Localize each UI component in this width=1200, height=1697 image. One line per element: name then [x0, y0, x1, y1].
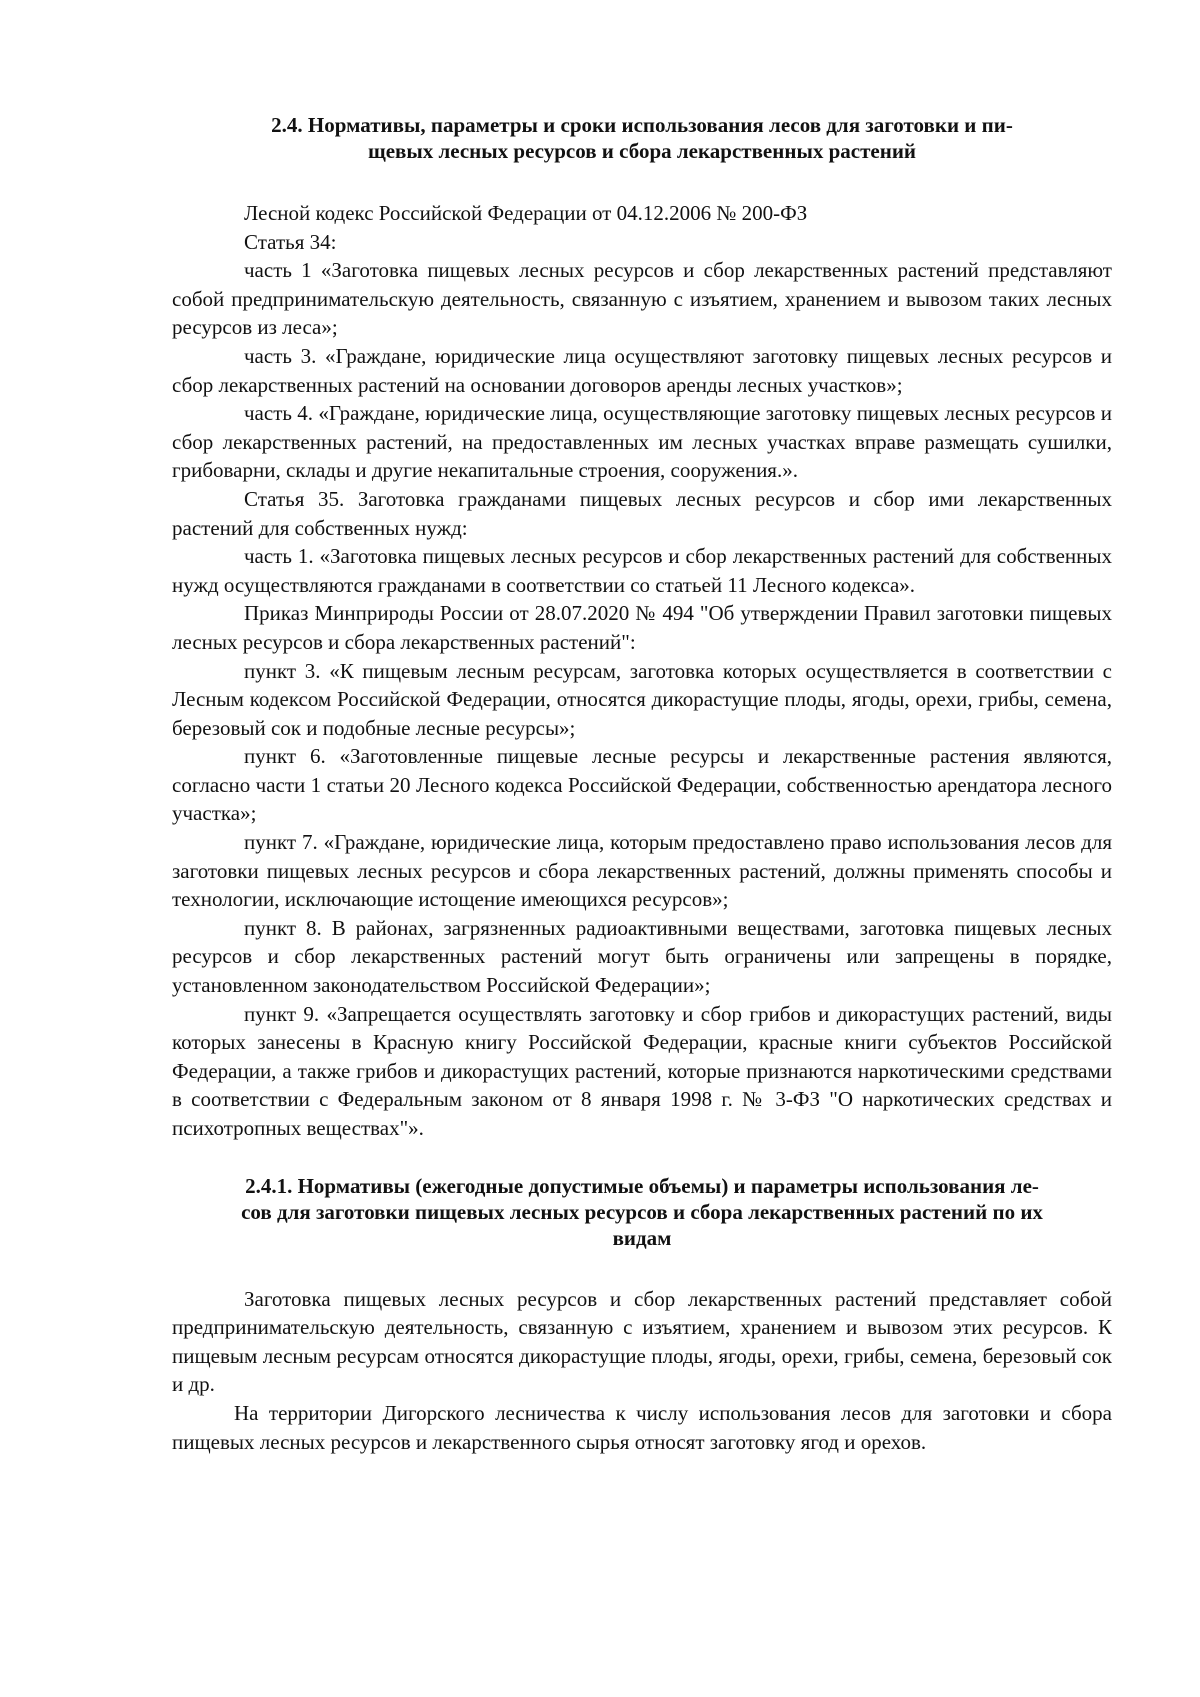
paragraph-order-494: Приказ Минприроды России от 28.07.2020 № 494 "Об утверждении Правил заготовки пищевых лесных ресурсов и сбора лекарственных растений": [172, 601, 1112, 654]
section-2-4-1-heading [172, 1173, 1112, 1251]
section-2-4-1-body [172, 1285, 1112, 1457]
paragraph-point-9: пункт 9. «Запрещается осуществлять заготовку и сбор грибов и дикорастущих растений, виды которых занесены в Красную книгу Российской Федерации, красные книги субъектов Российской Федерации, а также грибов и дикорастущих растений, которые признаются наркотическими средствами в соответствии с Федеральным законом от 8 января 1998 г. № 3-ФЗ "О наркотических средствах и психотропных веществах"». [172, 1001, 1112, 1140]
section-2-4-heading-line1: 2.4. Нормативы, параметры и сроки использования лесов для заготовки и пи- [271, 113, 1013, 137]
paragraph-part-4: часть 4. «Граждане, юридические лица, осуществляющие заготовку пищевых лесных ресурсов и сбор лекарственных растений, на предоставленных им лесных участках вправе размещать сушилки, грибоварни, склады и другие некапитальные строения, сооружения.». [172, 401, 1112, 483]
section-2-4-heading-line2: щевых лесных ресурсов и сбора лекарственных растений [367, 139, 917, 163]
paragraph-point-3: пункт 3. «К пищевым лесным ресурсам, заготовка которых осуществляется в соответствии с Лесным кодексом Российской Федерации, относятся дикорастущие плоды, ягоды, орехи, грибы, семена, березовый сок и подобные лесные ресурсы»; [172, 658, 1112, 740]
section-2-4-1-heading-line1: 2.4.1. Нормативы (ежегодные допустимые объемы) и параметры использования ле- [245, 1173, 1039, 1198]
section-2-4-1-heading-line2: сов для заготовки пищевых лесных ресурсов и сбора лекарственных растений по их [241, 1199, 1043, 1224]
paragraph-point-7: пункт 7. «Граждане, юридические лица, которым предоставлено право использования лесов для заготовки пищевых лесных ресурсов и сбора лекарственных растений, должны применять способы и технологии, исключающие истощение имеющихся ресурсов»; [172, 830, 1112, 912]
paragraph-article-34: Статья 34: [244, 229, 337, 254]
paragraph-harvesting-definition: Заготовка пищевых лесных ресурсов и сбор лекарственных растений представляет собой предпринимательскую деятельность, связанную с изъятием, хранением и вывозом этих ресурсов. К пищевым лесным ресурсам относятся дикорастущие плоды, ягоды, орехи, грибы, семена, березовый сок и др. [172, 1286, 1112, 1397]
section-2-4-body [172, 199, 1112, 1143]
paragraph-part-3: часть 3. «Граждане, юридические лица осуществляют заготовку пищевых лесных ресурсов и сбор лекарственных растений на основании договоров аренды лесных участков»; [172, 343, 1112, 397]
section-2-4-heading [172, 112, 1112, 164]
section-2-4-1-heading-line3: видам [612, 1225, 672, 1250]
paragraph-point-8: пункт 8. В районах, загрязненных радиоактивными веществами, заготовка пищевых лесных ресурсов и сбор лекарственных растений могут быть ограничены или запрещены в порядке, установленном законодательством Российской Федерации»; [172, 915, 1112, 998]
paragraph-article-35-part-1: часть 1. «Заготовка пищевых лесных ресурсов и сбор лекарственных растений для собственных нужд осуществляются гражданами в соответствии со статьей 11 Лесного кодекса». [172, 544, 1112, 597]
paragraph-point-6: пункт 6. «Заготовленные пищевые лесные ресурсы и лекарственные растения являются, согласно части 1 статьи 20 Лесного кодекса Российской Федерации, собственностью арендатора лесного участка»; [172, 744, 1112, 826]
paragraph-digora-forestry: На территории Дигорского лесничества к числу использования лесов для заготовки и сбора пищевых лесных ресурсов и лекарственного сырья относят заготовку ягод и орехов. [172, 1400, 1112, 1454]
paragraph-part-1: часть 1 «Заготовка пищевых лесных ресурсов и сбор лекарственных растений представляют собой предпринимательскую деятельность, связанную с изъятием, хранением и вывозом таких лесных ресурсов из леса»; [172, 258, 1112, 340]
document-page [172, 112, 1112, 1456]
paragraph-article-35: Статья 35. Заготовка гражданами пищевых лесных ресурсов и сбор ими лекарственных растений для собственных нужд: [172, 486, 1112, 540]
paragraph-forest-code: Лесной кодекс Российской Федерации от 04.12.2006 № 200-ФЗ [244, 201, 808, 225]
